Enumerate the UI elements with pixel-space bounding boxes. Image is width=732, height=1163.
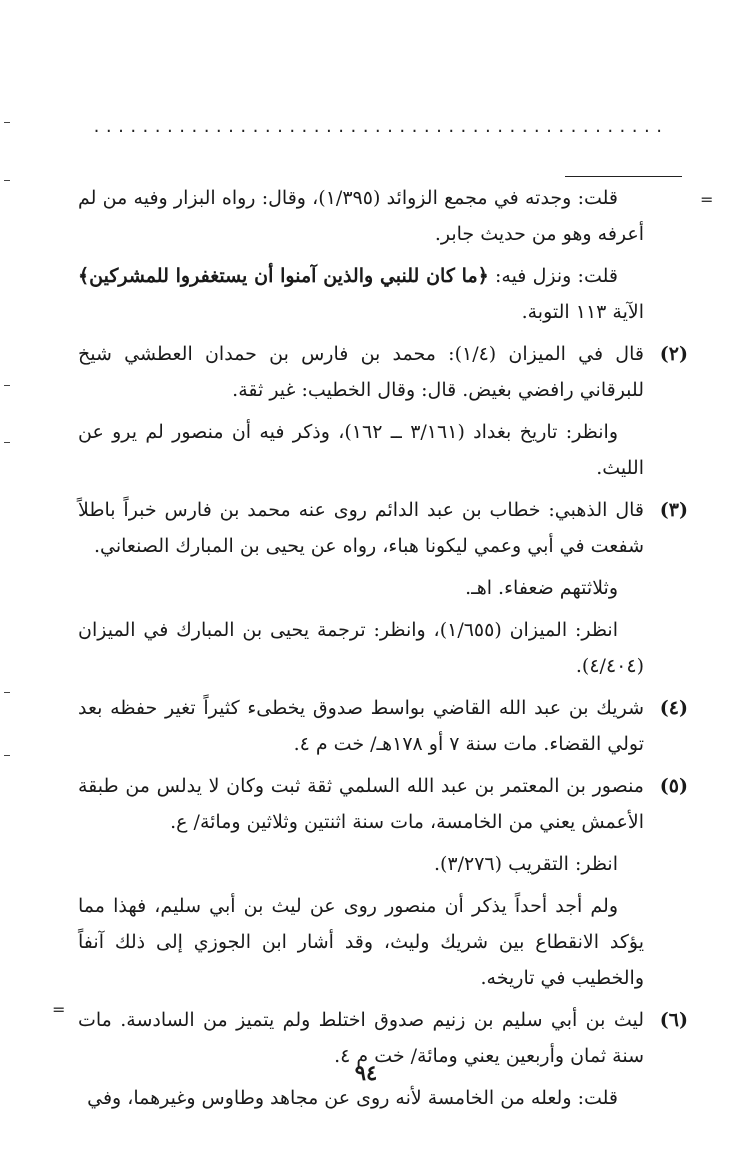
footnote-number: (٦): [659, 1009, 688, 1031]
footnote-paragraph: انظر: التقريب (٣/٢٧٦).: [433, 853, 618, 875]
footnote-number: (٥): [659, 775, 688, 797]
footnote-paragraph: قال في الميزان (١/٤): محمد بن فارس بن حمدان العطشي شيخ للبرقاني رافضي بغيض. قال: وقال الخطيب: غير ثقة.: [78, 343, 644, 401]
intro-block: [78, 180, 688, 330]
page-number: ٩٤: [354, 1060, 378, 1085]
footnote-number: (٢): [659, 343, 688, 365]
footnote-paragraph: ولم أجد أحداً يذكر أن منصور روى عن ليث بن أبي سليم، فهذا مما يؤكد الانقطاع بين شريك وليث، وقد أشار ابن الجوزي إلى ذلك آنفاً والخطيب في تاريخه.: [78, 895, 644, 989]
footnote-paragraph: انظر: الميزان (١/٦٥٥)، وانظر: ترجمة يحيى بن المبارك في الميزان (٤/٤٠٤).: [78, 619, 644, 677]
footnote-paragraph: منصور بن المعتمر بن عبد الله السلمي ثقة ثبت وكان لا يدلس من طبقة الأعمش يعني من الخامسة، مات سنة اثنتين وثلاثين ومائة/ ع.: [78, 775, 644, 833]
margin-tick: [4, 692, 10, 693]
intro-paragraph: قلت: وجدته في مجمع الزوائد (١/٣٩٥)، وقال: رواه البزار وفيه من لم أعرفه وهو من حديث جابر.: [78, 187, 644, 245]
continuation-mark-right: =: [700, 190, 714, 209]
margin-tick: [4, 755, 10, 756]
footnote-paragraph: وثلاثتهم ضعفاء. اهـ.: [465, 577, 618, 599]
footnote-2: [78, 336, 688, 492]
footnote-paragraph: شريك بن عبد الله القاضي بواسط صدوق يخطىء كثيراً تغير حفظه بعد تولي القضاء. مات سنة ٧ أو ١٧٨هـ/ خت م ٤.: [78, 697, 644, 755]
intro-quran-paragraph: قلت: ونزل فيه: ﴿ما كان للنبي والذين آمنوا أن يستغفروا للمشركين﴾ الآية ١١٣ التوبة.: [78, 265, 644, 323]
footnote-paragraph: قلت: ولعله من الخامسة لأنه روى عن مجاهد وطاوس وغيرهما، وفي: [87, 1087, 618, 1109]
footnote-paragraph: وانظر: تاريخ بغداد (٣/١٦١ ــ ١٦٢)، وذكر فيه أن منصور لم يرو عن الليث.: [78, 421, 644, 479]
footnote-5: [78, 768, 688, 1002]
margin-tick: [4, 442, 10, 443]
dotted-separator: ...............................................: [92, 118, 667, 136]
footnotes: [78, 180, 688, 1122]
footnote-4: [78, 690, 688, 768]
footnote-paragraph: ليث بن أبي سليم بن زنيم صدوق اختلط ولم يتميز من السادسة. مات سنة ثمان وأربعين يعني ومائة/ خت م ٤.: [78, 1009, 644, 1067]
continuation-mark-left: =: [52, 1000, 66, 1019]
footnote-rule: [565, 176, 682, 177]
margin-tick: [4, 180, 10, 181]
footnote-3: [78, 492, 688, 690]
footnote-number: (٤): [659, 697, 688, 719]
margin-tick: [4, 385, 10, 386]
quran-quote: ﴿ما كان للنبي والذين آمنوا أن يستغفروا للمشركين﴾: [78, 265, 489, 287]
margin-tick: [4, 122, 10, 123]
footnote-paragraph: قال الذهبي: خطاب بن عبد الدائم روى عنه محمد بن فارس خبراً باطلاً شفعت في أبي وعمي ليكونا هباء، رواه عن يحيى بن المبارك الصنعاني.: [78, 499, 644, 557]
footnote-number: (٣): [659, 499, 688, 521]
